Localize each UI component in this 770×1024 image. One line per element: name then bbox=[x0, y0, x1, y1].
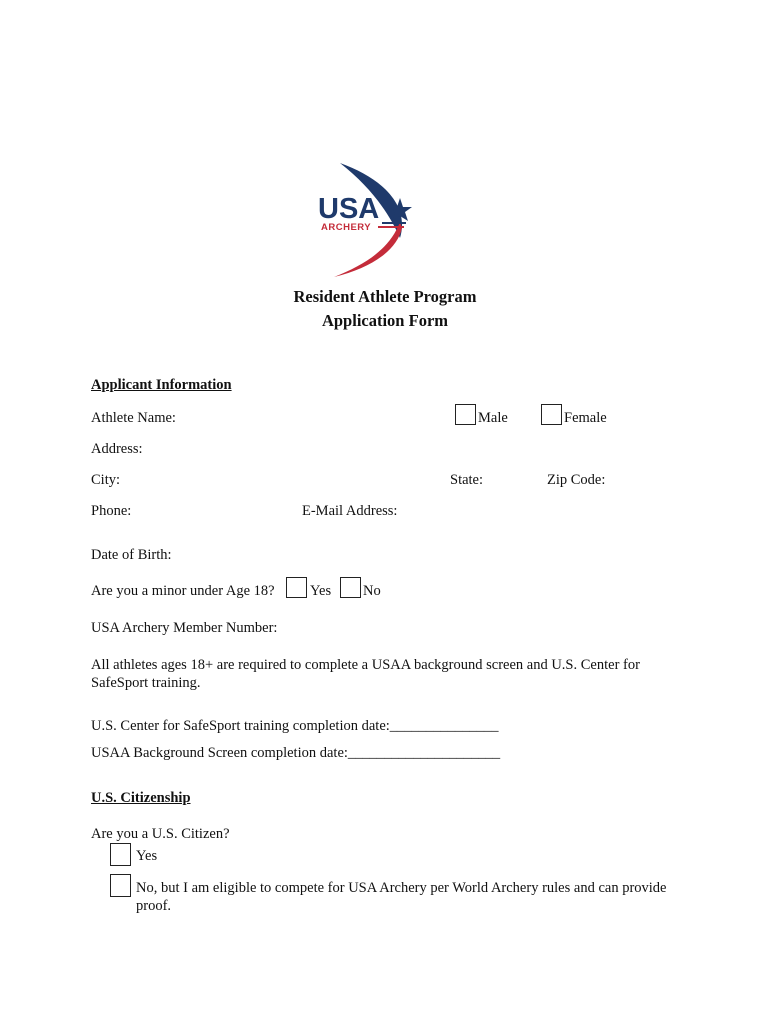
citizen-question: Are you a U.S. Citizen? bbox=[91, 826, 230, 842]
minor-question: Are you a minor under Age 18? bbox=[91, 583, 275, 599]
minor-yes-label: Yes bbox=[310, 583, 332, 599]
page-subtitle: Application Form bbox=[321, 311, 449, 330]
logo-stripe bbox=[378, 226, 404, 228]
citizen-yes-checkbox[interactable] bbox=[110, 843, 131, 866]
logo-text-archery: ARCHERY bbox=[321, 222, 372, 233]
logo-graphic bbox=[312, 160, 422, 280]
male-checkbox[interactable] bbox=[455, 404, 476, 425]
phone-label: Phone: bbox=[91, 503, 132, 519]
safesport-date-field[interactable]: U.S. Center for SafeSport training completion date:_______________ bbox=[91, 718, 499, 734]
citizen-no-checkbox[interactable] bbox=[110, 874, 131, 897]
email-label: E-Mail Address: bbox=[302, 503, 398, 519]
citizen-yes-label: Yes bbox=[136, 848, 158, 864]
background-date-field[interactable]: USAA Background Screen completion date:_____________________ bbox=[91, 745, 501, 761]
address-label: Address: bbox=[91, 441, 143, 457]
usa-archery-logo bbox=[312, 160, 422, 280]
male-label: Male bbox=[478, 410, 508, 426]
requirement-note: All athletes ages 18+ are required to complete a USAA background screen and U.S. Center for SafeSport training. bbox=[91, 657, 640, 691]
state-label: State: bbox=[450, 472, 484, 488]
citizen-no-label: No, but I am eligible to compete for USA Archery per World Archery rules and can provide proof. bbox=[136, 880, 667, 914]
logo-text-usa: USA bbox=[318, 193, 380, 225]
female-label: Female bbox=[564, 410, 607, 426]
member-number-label: USA Archery Member Number: bbox=[91, 620, 278, 636]
minor-no-checkbox[interactable] bbox=[340, 577, 361, 598]
section-heading-applicant: Applicant Information bbox=[91, 377, 232, 393]
city-label: City: bbox=[91, 472, 121, 488]
logo-stripe bbox=[382, 222, 406, 224]
athlete-name-label: Athlete Name: bbox=[91, 410, 176, 426]
female-checkbox[interactable] bbox=[541, 404, 562, 425]
section-heading-citizenship: U.S. Citizenship bbox=[91, 790, 191, 806]
zip-label: Zip Code: bbox=[547, 472, 606, 488]
minor-yes-checkbox[interactable] bbox=[286, 577, 307, 598]
page-title: Resident Athlete Program bbox=[293, 287, 477, 306]
dob-label: Date of Birth: bbox=[91, 547, 172, 563]
minor-no-label: No bbox=[363, 583, 381, 599]
